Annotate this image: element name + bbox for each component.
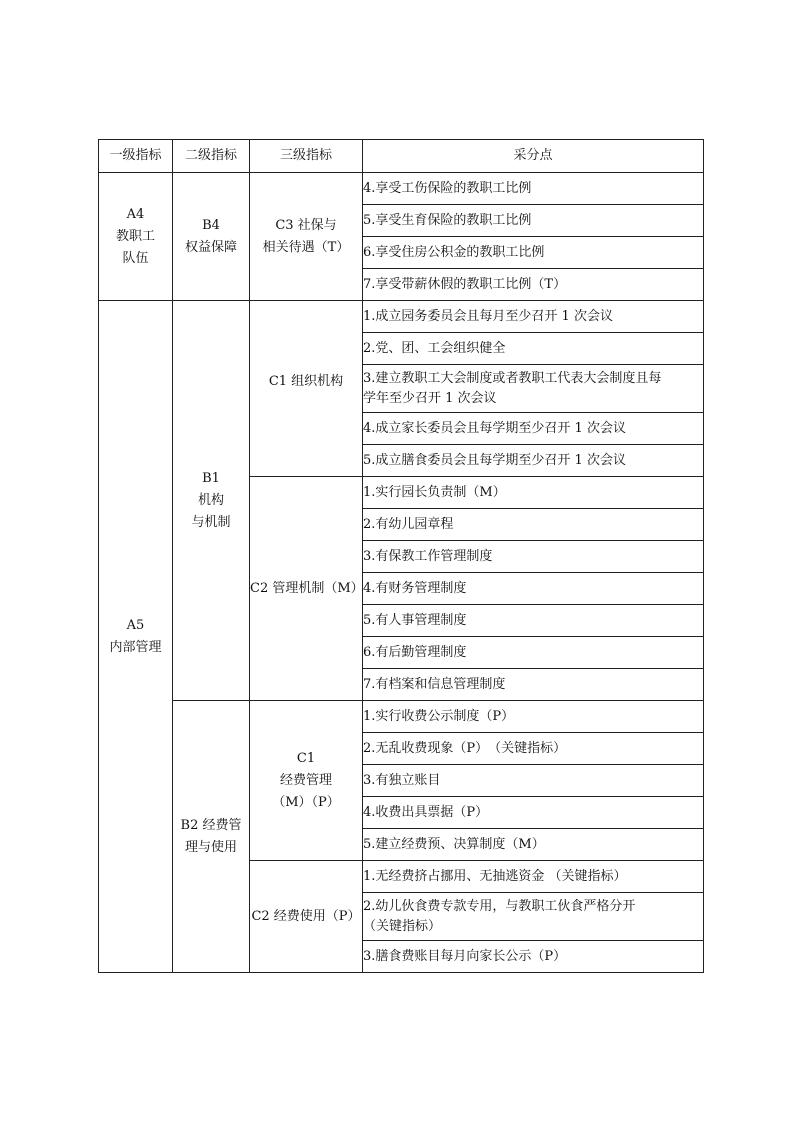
b1-c1-level3-cell: C1 组织机构 [250, 301, 363, 477]
b1-c2-level3-cell: C2 管理机制（M） [250, 477, 363, 701]
scoring-point: 4.有财务管理制度 [363, 573, 704, 605]
scoring-point: 1.无经费挤占挪用、无抽逃资金 （关键指标） [363, 861, 704, 893]
scoring-point: 5.享受生育保险的教职工比例 [363, 205, 704, 237]
scoring-point: 5.建立经费预、决算制度（M） [363, 829, 704, 861]
scoring-point: 2.无乱收费现象（P） （关键指标） [363, 733, 704, 765]
table-row [99, 701, 704, 733]
header-level1: 一级指标 [99, 140, 173, 173]
scoring-point: 4.收费出具票据（P） [363, 797, 704, 829]
scoring-point: 1.成立园务委员会且每月至少召开 1 次会议 [363, 301, 704, 333]
scoring-point: 6.享受住房公积金的教职工比例 [363, 237, 704, 269]
a5-level1-cell: A5 内部管理 [99, 301, 173, 973]
scoring-point: 7.有档案和信息管理制度 [363, 669, 704, 701]
scoring-point: 5.有人事管理制度 [363, 605, 704, 637]
a4-c3-level3-cell: C3 社保与 相关待遇（T） [250, 173, 363, 301]
scoring-point: 5.成立膳食委员会且每学期至少召开 1 次会议 [363, 445, 704, 477]
table-row [99, 301, 704, 333]
b2-level2-cell: B2 经费管 理与使用 [173, 701, 250, 973]
scoring-point: 3.建立教职工大会制度或者教职工代表大会制度且每 学年至少召开 1 次会议 [363, 365, 704, 413]
scoring-point: 1.实行园长负责制（M） [363, 477, 704, 509]
b2-c2-level3-cell: C2 经费使用（P） [250, 861, 363, 973]
header-points: 采分点 [363, 140, 704, 173]
scoring-point: 2.有幼儿园章程 [363, 509, 704, 541]
scoring-point: 3.有保教工作管理制度 [363, 541, 704, 573]
b1-level2-cell: B1 机构 与机制 [173, 301, 250, 701]
table-row [99, 173, 704, 205]
scoring-point: 2.幼儿伙食费专款专用，与教职工伙食严格分开 （关键指标） [363, 893, 704, 941]
header-row [99, 140, 704, 173]
evaluation-table [98, 139, 704, 973]
scoring-point: 6.有后勤管理制度 [363, 637, 704, 669]
scoring-point: 4.成立家长委员会且每学期至少召开 1 次会议 [363, 413, 704, 445]
scoring-point: 4.享受工伤保险的教职工比例 [363, 173, 704, 205]
scoring-point: 1.实行收费公示制度（P） [363, 701, 704, 733]
b4-level2-cell: B4 权益保障 [173, 173, 250, 301]
b2-c1-level3-cell: C1 经费管理 （M）（P） [250, 701, 363, 861]
header-level2: 二级指标 [173, 140, 250, 173]
a4-level1-cell: A4 教职工 队伍 [99, 173, 173, 301]
header-level3: 三级指标 [250, 140, 363, 173]
scoring-point: 7.享受带薪休假的教职工比例（T） [363, 269, 704, 301]
scoring-point: 2.党、团、工会组织健全 [363, 333, 704, 365]
scoring-point: 3.膳食费账目每月向家长公示（P） [363, 941, 704, 973]
scoring-point: 3.有独立账目 [363, 765, 704, 797]
